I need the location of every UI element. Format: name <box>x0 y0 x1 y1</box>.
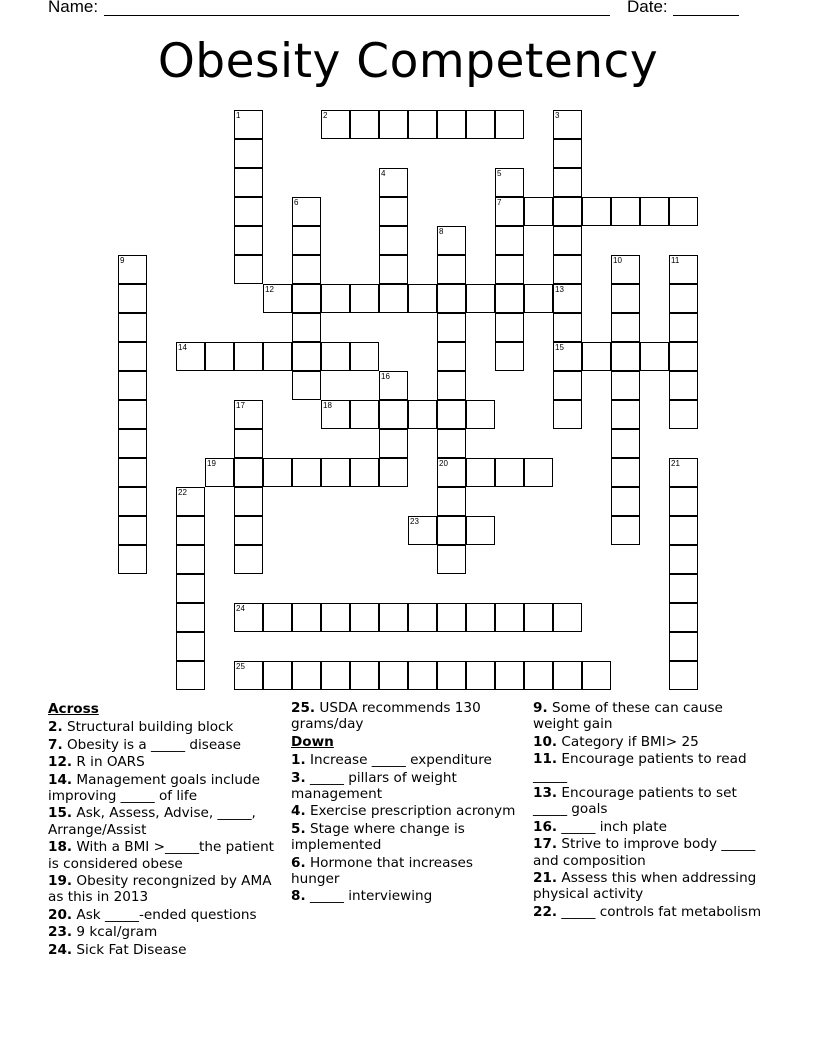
grid-cell[interactable] <box>292 661 321 690</box>
grid-cell[interactable] <box>553 313 582 342</box>
grid-cell[interactable] <box>379 255 408 284</box>
grid-cell[interactable] <box>292 313 321 342</box>
grid-cell[interactable] <box>118 487 147 516</box>
clue-text: Obesity recongnized by AMA as this in 2013 <box>48 873 272 906</box>
grid-cell[interactable] <box>437 487 466 516</box>
clue-number: 5. <box>291 820 306 837</box>
grid-cell[interactable] <box>640 197 669 226</box>
grid-cell[interactable] <box>234 197 263 226</box>
clue-text: _____ controls fat metabolism <box>557 903 762 920</box>
cell-number: 16 <box>381 372 390 381</box>
clue-text: _____ inch plate <box>557 818 667 835</box>
down-clue <box>533 870 765 903</box>
grid-cell[interactable] <box>379 197 408 226</box>
grid-cell[interactable] <box>437 371 466 400</box>
across-heading: Across <box>48 701 99 717</box>
grid-cell[interactable] <box>437 603 466 632</box>
grid-cell[interactable] <box>553 400 582 429</box>
clue-number: 18. <box>48 839 73 856</box>
grid-cell[interactable] <box>350 110 379 139</box>
grid-cell[interactable] <box>292 226 321 255</box>
grid-cell[interactable] <box>321 342 350 371</box>
cell-number: 3 <box>555 111 560 120</box>
grid-cell[interactable] <box>437 400 466 429</box>
cell-number: 23 <box>410 517 419 526</box>
grid-cell[interactable] <box>495 168 524 197</box>
clue-text: Strive to improve body _____ and composition <box>533 836 756 869</box>
grid-cell[interactable] <box>321 661 350 690</box>
clue-text: USDA recommends 130 grams/day <box>291 700 481 733</box>
across-clue <box>48 907 280 923</box>
date-label: Date: <box>627 0 668 16</box>
across-clue <box>48 737 280 753</box>
grid-cell[interactable] <box>118 284 147 313</box>
clue-number: 10. <box>533 733 558 750</box>
down-clue <box>291 752 523 768</box>
grid-cell[interactable] <box>292 458 321 487</box>
across-clue <box>291 700 523 733</box>
clue-number: 24. <box>48 941 73 958</box>
grid-cell[interactable] <box>292 284 321 313</box>
clue-number: 12. <box>48 754 73 771</box>
grid-cell[interactable] <box>234 168 263 197</box>
clue-number: 23. <box>48 924 73 941</box>
grid-cell[interactable] <box>292 342 321 371</box>
cell-number: 13 <box>555 285 564 294</box>
clue-number: 19. <box>48 873 73 890</box>
grid-cell[interactable] <box>495 661 524 690</box>
cell-number: 15 <box>555 343 564 352</box>
puzzle-title: Obesity Competency <box>157 34 659 89</box>
grid-cell[interactable] <box>669 284 698 313</box>
grid-cell[interactable] <box>466 110 495 139</box>
cell-number: 1 <box>236 111 241 120</box>
grid-cell[interactable] <box>466 400 495 429</box>
grid-cell[interactable] <box>553 139 582 168</box>
grid-cell[interactable] <box>466 516 495 545</box>
down-clue <box>533 836 765 869</box>
grid-cell[interactable] <box>466 661 495 690</box>
cell-number: 8 <box>439 227 444 236</box>
clue-text: Category if BMI> 25 <box>557 733 699 750</box>
grid-cell[interactable] <box>205 458 234 487</box>
cell-number: 25 <box>236 662 245 671</box>
grid-cell[interactable] <box>234 603 263 632</box>
down-clue <box>533 700 765 733</box>
clue-number: 2. <box>48 719 63 736</box>
grid-cell[interactable] <box>669 197 698 226</box>
down-clue <box>533 819 765 835</box>
grid-cell[interactable] <box>611 400 640 429</box>
cell-number: 10 <box>613 256 622 265</box>
grid-cell[interactable] <box>553 342 582 371</box>
grid-cell[interactable] <box>466 284 495 313</box>
grid-cell[interactable] <box>379 429 408 458</box>
down-clue <box>533 904 765 920</box>
clue-text: Structural building block <box>62 719 234 736</box>
grid-cell[interactable] <box>582 661 611 690</box>
clues-column-1 <box>48 700 280 959</box>
down-clue <box>291 888 523 904</box>
clue-text: Management goals include improving _____ of life <box>48 771 260 805</box>
grid-cell[interactable] <box>495 110 524 139</box>
grid-cell[interactable] <box>611 487 640 516</box>
clue-text: _____ pillars of weight management <box>291 769 457 803</box>
grid-cell[interactable] <box>176 487 205 516</box>
grid-cell[interactable] <box>495 226 524 255</box>
grid-cell[interactable] <box>176 516 205 545</box>
grid-cell[interactable] <box>611 284 640 313</box>
grid-cell[interactable] <box>495 284 524 313</box>
grid-cell[interactable] <box>437 545 466 574</box>
grid-cell[interactable] <box>176 632 205 661</box>
clue-text: Some of these can cause weight gain <box>533 700 723 733</box>
grid-cell[interactable] <box>234 110 263 139</box>
clue-number: 17. <box>533 836 558 853</box>
grid-cell[interactable] <box>553 197 582 226</box>
grid-cell[interactable] <box>437 516 466 545</box>
grid-cell[interactable] <box>118 400 147 429</box>
clue-text: Stage where change is implemented <box>291 820 465 854</box>
clue-text: Assess this when addressing physical activity <box>533 870 757 903</box>
cell-number: 24 <box>236 604 245 613</box>
grid-cell[interactable] <box>176 661 205 690</box>
grid-cell[interactable] <box>263 284 292 313</box>
clue-number: 6. <box>291 854 306 871</box>
grid-cell[interactable] <box>234 487 263 516</box>
grid-cell[interactable] <box>292 371 321 400</box>
grid-cell[interactable] <box>205 342 234 371</box>
cell-number: 5 <box>497 169 502 178</box>
grid-cell[interactable] <box>379 226 408 255</box>
clue-number: 4. <box>291 803 306 820</box>
down-clue <box>291 855 523 888</box>
grid-cell[interactable] <box>611 429 640 458</box>
grid-cell[interactable] <box>611 342 640 371</box>
grid-cell[interactable] <box>118 429 147 458</box>
grid-cell[interactable] <box>437 661 466 690</box>
grid-cell[interactable] <box>437 342 466 371</box>
grid-cell[interactable] <box>234 139 263 168</box>
grid-cell[interactable] <box>669 516 698 545</box>
grid-cell[interactable] <box>379 661 408 690</box>
clue-number: 3. <box>291 769 306 786</box>
grid-cell[interactable] <box>611 255 640 284</box>
across-clue <box>48 839 280 872</box>
grid-cell[interactable] <box>553 168 582 197</box>
clues-column-2 <box>291 700 523 906</box>
grid-cell[interactable] <box>350 458 379 487</box>
grid-cell[interactable] <box>611 371 640 400</box>
grid-cell[interactable] <box>321 110 350 139</box>
grid-cell[interactable] <box>408 516 437 545</box>
grid-cell[interactable] <box>118 545 147 574</box>
across-clue <box>48 942 280 958</box>
clue-text: Ask, Assess, Advise, _____, Arrange/Assist <box>48 805 256 838</box>
cell-number: 21 <box>671 459 680 468</box>
across-clue <box>48 719 280 735</box>
grid-cell[interactable] <box>350 603 379 632</box>
clue-text: R in OARS <box>72 754 145 771</box>
clues-column-3 <box>533 700 765 921</box>
across-clue <box>48 805 280 838</box>
clue-text: With a BMI >_____the patient is considered obese <box>48 839 275 872</box>
clue-number: 13. <box>533 785 558 802</box>
cell-number: 20 <box>439 459 448 468</box>
grid-cell[interactable] <box>524 458 553 487</box>
grid-cell[interactable] <box>611 197 640 226</box>
grid-cell[interactable] <box>437 110 466 139</box>
grid-cell[interactable] <box>118 342 147 371</box>
grid-cell[interactable] <box>437 429 466 458</box>
grid-cell[interactable] <box>669 632 698 661</box>
grid-cell[interactable] <box>408 284 437 313</box>
cell-number: 19 <box>207 459 216 468</box>
grid-cell[interactable] <box>292 603 321 632</box>
grid-cell[interactable] <box>118 255 147 284</box>
grid-cell[interactable] <box>176 603 205 632</box>
grid-cell[interactable] <box>321 400 350 429</box>
grid-cell[interactable] <box>553 110 582 139</box>
grid-cell[interactable] <box>408 603 437 632</box>
grid-cell[interactable] <box>408 400 437 429</box>
grid-cell[interactable] <box>611 458 640 487</box>
grid-cell[interactable] <box>292 255 321 284</box>
grid-cell[interactable] <box>437 226 466 255</box>
across-clue <box>48 772 280 805</box>
clue-number: 21. <box>533 870 558 887</box>
grid-cell[interactable] <box>321 284 350 313</box>
clue-number: 9. <box>533 700 548 716</box>
grid-cell[interactable] <box>669 545 698 574</box>
across-clue <box>48 873 280 906</box>
cell-number: 18 <box>323 401 332 410</box>
grid-cell[interactable] <box>234 342 263 371</box>
down-clue <box>291 803 523 819</box>
grid-cell[interactable] <box>263 458 292 487</box>
grid-cell[interactable] <box>553 603 582 632</box>
cell-number: 2 <box>323 111 328 120</box>
clue-text: _____ interviewing <box>305 888 433 905</box>
grid-cell[interactable] <box>553 284 582 313</box>
grid-cell[interactable] <box>118 313 147 342</box>
grid-cell[interactable] <box>118 458 147 487</box>
grid-cell[interactable] <box>524 284 553 313</box>
grid-cell[interactable] <box>669 458 698 487</box>
grid-cell[interactable] <box>234 255 263 284</box>
grid-cell[interactable] <box>292 197 321 226</box>
clue-text: Increase _____ expenditure <box>305 752 492 769</box>
cell-number: 7 <box>497 198 502 207</box>
clue-text: Sick Fat Disease <box>72 941 187 958</box>
grid-cell[interactable] <box>234 429 263 458</box>
grid-cell[interactable] <box>495 197 524 226</box>
grid-cell[interactable] <box>176 545 205 574</box>
grid-cell[interactable] <box>437 255 466 284</box>
grid-cell[interactable] <box>640 342 669 371</box>
grid-cell[interactable] <box>118 371 147 400</box>
grid-cell[interactable] <box>669 371 698 400</box>
grid-cell[interactable] <box>466 458 495 487</box>
grid-cell[interactable] <box>350 342 379 371</box>
grid-cell[interactable] <box>669 313 698 342</box>
grid-cell[interactable] <box>524 603 553 632</box>
grid-cell[interactable] <box>234 226 263 255</box>
grid-cell[interactable] <box>495 313 524 342</box>
grid-cell[interactable] <box>379 400 408 429</box>
clue-text: Encourage patients to read _____ <box>533 751 747 784</box>
grid-cell[interactable] <box>379 458 408 487</box>
clue-number: 8. <box>291 888 306 905</box>
clue-number: 11. <box>533 751 558 768</box>
grid-cell[interactable] <box>437 284 466 313</box>
grid-cell[interactable] <box>669 255 698 284</box>
grid-cell[interactable] <box>669 603 698 632</box>
grid-cell[interactable] <box>263 661 292 690</box>
grid-cell[interactable] <box>176 342 205 371</box>
clue-text: Hormone that increases hunger <box>291 854 473 888</box>
grid-cell[interactable] <box>321 458 350 487</box>
across-clue <box>48 754 280 770</box>
grid-cell[interactable] <box>611 313 640 342</box>
grid-cell[interactable] <box>350 400 379 429</box>
cell-number: 22 <box>178 488 187 497</box>
grid-cell[interactable] <box>234 516 263 545</box>
grid-cell[interactable] <box>234 400 263 429</box>
cell-number: 6 <box>294 198 299 207</box>
down-clue <box>533 785 765 818</box>
grid-cell[interactable] <box>582 197 611 226</box>
grid-cell[interactable] <box>379 168 408 197</box>
grid-cell[interactable] <box>669 574 698 603</box>
grid-cell[interactable] <box>495 342 524 371</box>
down-clue <box>533 734 765 750</box>
grid-cell[interactable] <box>582 342 611 371</box>
down-heading: Down <box>291 733 334 750</box>
clue-number: 16. <box>533 818 558 835</box>
grid-cell[interactable] <box>263 342 292 371</box>
cell-number: 14 <box>178 343 187 352</box>
grid-cell[interactable] <box>669 342 698 371</box>
grid-cell[interactable] <box>408 661 437 690</box>
grid-cell[interactable] <box>495 603 524 632</box>
clue-number: 25. <box>291 700 316 716</box>
grid-cell[interactable] <box>553 661 582 690</box>
grid-cell[interactable] <box>669 400 698 429</box>
grid-cell[interactable] <box>669 487 698 516</box>
clue-text: 9 kcal/gram <box>72 924 158 941</box>
grid-cell[interactable] <box>234 661 263 690</box>
grid-cell[interactable] <box>263 603 292 632</box>
grid-cell[interactable] <box>669 661 698 690</box>
grid-cell[interactable] <box>495 255 524 284</box>
grid-cell[interactable] <box>495 458 524 487</box>
grid-cell[interactable] <box>234 458 263 487</box>
grid-cell[interactable] <box>379 603 408 632</box>
clue-text: Obesity is a _____ disease <box>62 736 241 753</box>
grid-cell[interactable] <box>553 226 582 255</box>
grid-cell[interactable] <box>321 603 350 632</box>
clue-number: 7. <box>48 736 63 753</box>
grid-cell[interactable] <box>437 458 466 487</box>
grid-cell[interactable] <box>118 516 147 545</box>
grid-cell[interactable] <box>553 255 582 284</box>
cell-number: 9 <box>120 256 125 265</box>
clue-number: 14. <box>48 771 73 788</box>
clue-number: 20. <box>48 906 73 923</box>
grid-cell[interactable] <box>524 197 553 226</box>
across-clue <box>48 924 280 940</box>
clue-number: 1. <box>291 752 306 769</box>
grid-cell[interactable] <box>379 110 408 139</box>
cell-number: 11 <box>671 256 680 265</box>
cell-number: 17 <box>236 401 245 410</box>
grid-cell[interactable] <box>350 284 379 313</box>
name-label: Name: <box>48 0 99 16</box>
grid-cell[interactable] <box>611 516 640 545</box>
grid-cell[interactable] <box>234 545 263 574</box>
cell-number: 4 <box>381 169 386 178</box>
grid-cell[interactable] <box>379 371 408 400</box>
grid-cell[interactable] <box>466 603 495 632</box>
clue-number: 22. <box>533 903 558 920</box>
grid-cell[interactable] <box>524 661 553 690</box>
grid-cell[interactable] <box>437 313 466 342</box>
down-clue <box>291 770 523 803</box>
grid-cell[interactable] <box>350 661 379 690</box>
clue-text: Encourage patients to set _____ goals <box>533 785 737 818</box>
down-clue <box>533 751 765 784</box>
grid-cell[interactable] <box>553 371 582 400</box>
cell-number: 12 <box>265 285 274 294</box>
grid-cell[interactable] <box>379 284 408 313</box>
clue-number: 15. <box>48 805 73 822</box>
grid-cell[interactable] <box>176 574 205 603</box>
clue-text: Ask _____-ended questions <box>72 906 257 923</box>
grid-cell[interactable] <box>408 110 437 139</box>
down-clue <box>291 821 523 854</box>
clue-text: Exercise prescription acronym <box>305 803 516 820</box>
